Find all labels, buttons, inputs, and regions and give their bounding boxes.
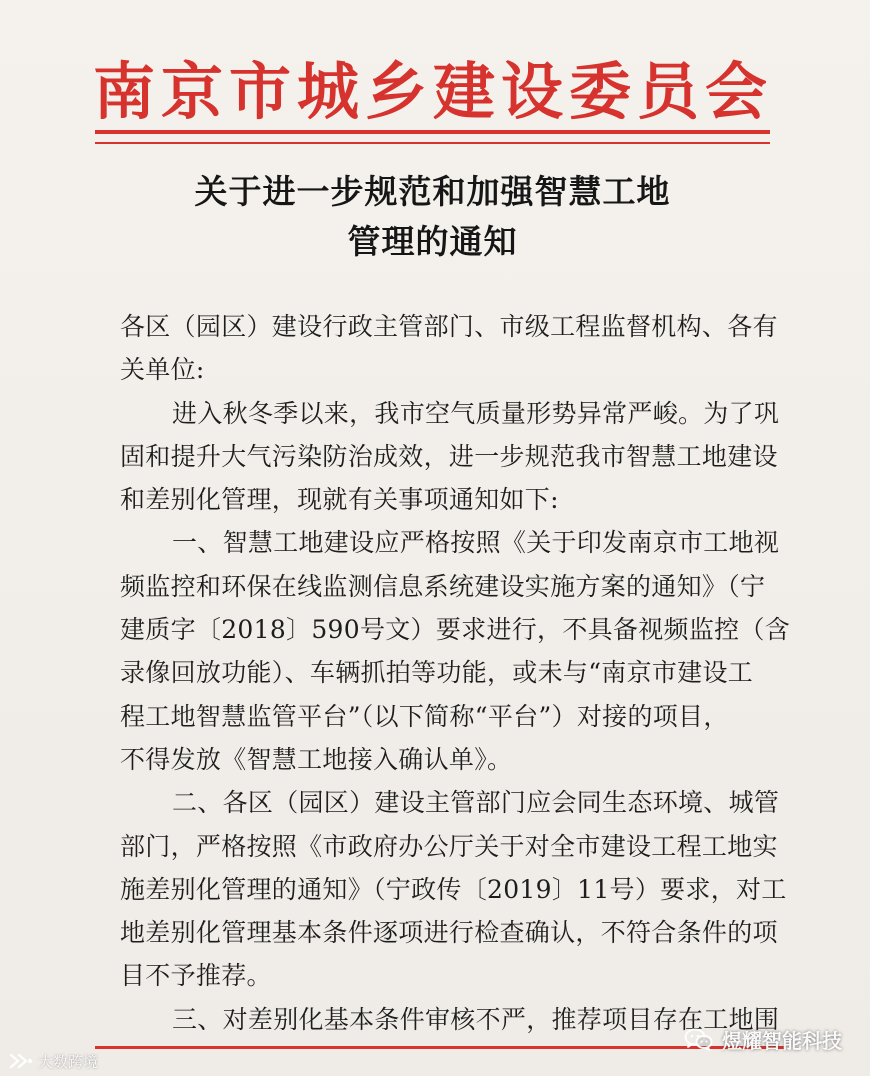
body-line-item-1: 一、智慧工地建设应严格按照《关于印发南京市工地视 [172, 528, 780, 558]
logo-icon [8, 1052, 34, 1070]
header-red-rule-thick [95, 130, 770, 134]
body-line: 录像回放功能）、车辆抓拍等功能，或未与“南京市建设工 [120, 658, 754, 688]
watermark-right-text: 煜耀智能科技 [722, 1028, 842, 1053]
body-line: 建质字〔2018〕590号文）要求进行，不具备视频监控（含 [120, 615, 791, 645]
body-line: 目不予推荐。 [120, 961, 272, 991]
notice-title-line-2: 管理的通知 [347, 222, 518, 261]
body-line: 和差别化管理，现就有关事项通知如下: [120, 485, 559, 515]
watermark-left-text: 大数跨境 [38, 1052, 99, 1071]
organization-header: 南京市城乡建设委员会 [92, 55, 773, 128]
body-line-intro: 进入秋冬季以来，我市空气质量形势异常严峻。为了巩 [172, 398, 780, 428]
body-line: 频监控和环保在线监测信息系统建设实施方案的通知》（宁 [120, 571, 766, 601]
notice-title-line-1: 关于进一步规范和加强智慧工地 [194, 172, 671, 211]
body-line: 施差别化管理的通知》（宁政传〔2019〕11号）要求，对工 [120, 874, 787, 904]
body-line-addressee: 各区（园区）建设行政主管部门、市级工程监督机构、各有 [120, 312, 778, 341]
body-line: 固和提升大气污染防治成效，进一步规范我市智慧工地建设 [120, 441, 778, 471]
body-line: 地差别化管理基本条件逐项进行检查确认，不符合条件的项 [120, 918, 778, 948]
watermark-left [8, 1050, 98, 1072]
body-line-item-3: 三、对差别化基本条件审核不严，推荐项目存在工地围 [172, 1004, 780, 1034]
body-line: 程工地智慧监管平台”（以下简称“平台”）对接的项目， [120, 701, 729, 731]
footer-red-rule [95, 1046, 785, 1049]
wechat-icon [684, 1027, 714, 1051]
body-line-addressee-end: 关单位: [120, 355, 205, 385]
body-line: 部门，严格按照《市政府办公厅关于对全市建设工程工地实 [120, 831, 778, 861]
notice-body [120, 305, 791, 1041]
body-line-item-2: 二、各区（园区）建设主管部门应会同生态环境、城管 [172, 788, 780, 818]
header-red-rule-thin [95, 142, 770, 144]
body-line: 不得发放《智慧工地接入确认单》。 [120, 744, 513, 774]
watermark-right [684, 1024, 842, 1054]
